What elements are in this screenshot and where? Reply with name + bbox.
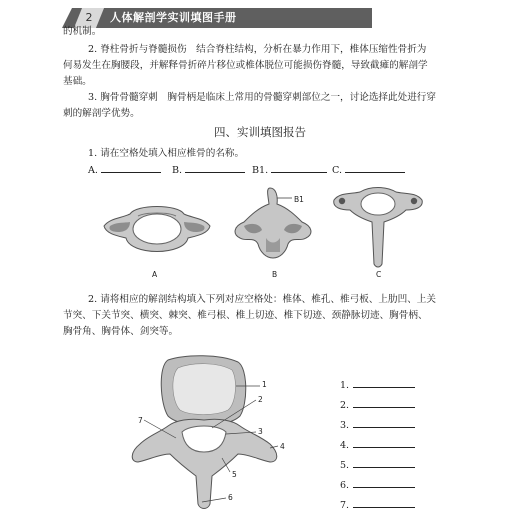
blank-c[interactable] bbox=[332, 162, 405, 178]
answer-line bbox=[353, 377, 415, 388]
callout-6: 6 bbox=[228, 493, 233, 502]
thoracic-vertebra-drawing bbox=[120, 354, 290, 514]
answer-number: 2. bbox=[340, 400, 350, 411]
answer-line bbox=[353, 437, 415, 448]
callout-4: 4 bbox=[280, 442, 285, 451]
answer-line bbox=[271, 162, 327, 173]
answer-line bbox=[353, 397, 415, 408]
book-title: 人体解剖学实训填图手册 bbox=[110, 11, 237, 24]
answer-line bbox=[353, 477, 415, 488]
answer-number: 3. bbox=[340, 420, 350, 431]
paragraph-line: 3. 胸骨骨髓穿刺 胸骨柄是临床上常用的骨髓穿刺部位之一，讨论选择此处进行穿 bbox=[88, 92, 436, 103]
answer-blank-3[interactable] bbox=[340, 417, 415, 431]
question-2-line: 2. 请将相应的解剖结构填入下列对应空格处：椎体、椎孔、椎弓板、上肋凹、上关 bbox=[88, 294, 436, 305]
question-2-line: 胸骨角、胸骨体、剑突等。 bbox=[63, 326, 179, 337]
answer-number: 1. bbox=[340, 380, 350, 391]
paragraph-line: 刺的解剖学优势。 bbox=[63, 108, 140, 119]
figure-label-b: B bbox=[272, 270, 278, 279]
answer-blank-6[interactable] bbox=[340, 477, 415, 491]
callout-7: 7 bbox=[138, 416, 143, 425]
question-2-line: 节突、下关节突、横突、棘突、椎弓根、椎上切迹、椎下切迹、颈静脉切迹、胸骨柄、 bbox=[63, 310, 428, 321]
blank-a[interactable] bbox=[88, 162, 161, 178]
answer-blank-1[interactable] bbox=[340, 377, 415, 391]
figure-label-a: A bbox=[152, 270, 158, 279]
callout-1: 1 bbox=[262, 380, 267, 389]
blank-label: B. bbox=[172, 165, 183, 176]
answer-line bbox=[185, 162, 245, 173]
answer-number: 6. bbox=[340, 480, 350, 491]
blank-label: C. bbox=[332, 165, 343, 176]
answer-number: 5. bbox=[340, 460, 350, 471]
paragraph-line: 2. 脊柱骨折与脊髓损伤 结合脊柱结构，分析在暴力作用下，椎体压缩性骨折为 bbox=[88, 44, 427, 55]
answer-blank-4[interactable] bbox=[340, 437, 415, 451]
paragraph-line: 的机制。 bbox=[63, 26, 102, 37]
blank-b1[interactable] bbox=[252, 162, 327, 178]
callout-3: 3 bbox=[258, 427, 263, 436]
vertebra-c-drawing bbox=[328, 184, 428, 270]
answer-line bbox=[345, 162, 405, 173]
blank-label: B1. bbox=[252, 165, 269, 176]
callout-5: 5 bbox=[232, 470, 237, 479]
callout-b1: B1 bbox=[294, 195, 304, 204]
answer-blank-7[interactable] bbox=[340, 497, 415, 511]
answer-line bbox=[353, 417, 415, 428]
vertebra-a-drawing bbox=[96, 196, 218, 266]
answer-number: 7. bbox=[340, 500, 350, 511]
section-title: 四、实训填图报告 bbox=[214, 125, 306, 139]
page-header bbox=[62, 8, 372, 28]
callout-2: 2 bbox=[258, 395, 263, 404]
blank-b[interactable] bbox=[172, 162, 245, 178]
answer-number: 4. bbox=[340, 440, 350, 451]
figure-label-c: C bbox=[376, 270, 382, 279]
page-number: 2 bbox=[85, 11, 93, 24]
answer-blank-5[interactable] bbox=[340, 457, 415, 471]
paragraph-line: 基础。 bbox=[63, 76, 92, 87]
answer-line bbox=[101, 162, 161, 173]
answer-line bbox=[353, 457, 415, 468]
question-1-prompt: 1. 请在空格处填入相应椎骨的名称。 bbox=[88, 148, 245, 159]
paragraph-line: 何易发生在胸腰段，并解释骨折碎片移位或椎体脱位可能损伤脊髓，导致截瘫的解剖学 bbox=[63, 60, 428, 71]
blank-label: A. bbox=[88, 165, 98, 176]
answer-line bbox=[353, 497, 415, 508]
answer-blank-2[interactable] bbox=[340, 397, 415, 411]
